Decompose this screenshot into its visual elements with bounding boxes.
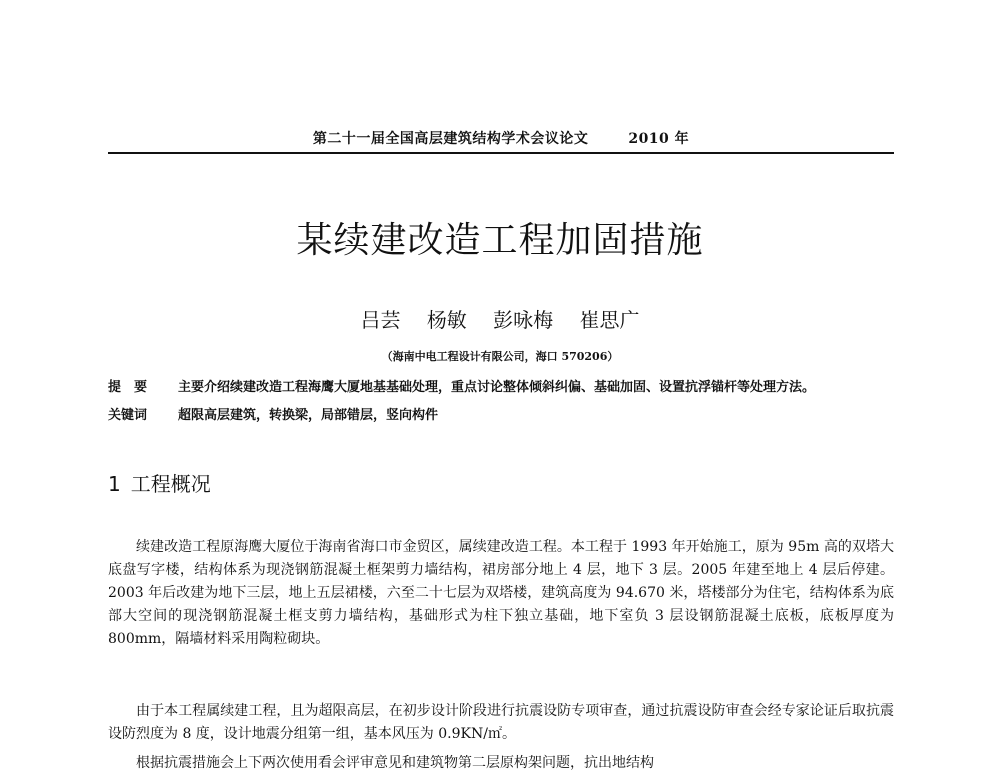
conference-name: 第二十一届全国高层建筑结构学术会议论文 <box>312 131 589 147</box>
keywords-text: 超限高层建筑，转换梁，局部错层，竖向构件 <box>178 408 439 423</box>
abstract-text: 主要介绍续建改造工程海鹰大厦地基基础处理，重点讨论整体倾斜纠偏、基础加固、设置抗浮锚杆等处理方法。 <box>178 380 816 395</box>
section-number: 1 <box>108 472 121 496</box>
running-header <box>108 128 894 148</box>
author: 吕芸 <box>360 308 401 332</box>
header-rule <box>108 152 894 154</box>
author: 崔思广 <box>579 308 640 332</box>
section-heading <box>108 468 211 497</box>
abstract <box>108 376 908 395</box>
keywords <box>108 404 908 423</box>
author: 彭咏梅 <box>493 308 554 332</box>
body-paragraph-cut <box>108 752 894 771</box>
paragraph-text: 由于本工程属续建工程，且为超限高层，在初步设计阶段进行抗震设防专项审查，通过抗震设防审查会经专家论证后取抗震设防烈度为 8 度，设计地震分组第一组，基本风压为 0.9KN/㎡。 <box>108 703 894 742</box>
header-year: 2010 年 <box>628 131 690 147</box>
keywords-label: 关键词 <box>108 408 148 423</box>
author-list <box>0 304 1000 333</box>
section-title: 工程概况 <box>130 472 211 496</box>
abstract-label: 提 要 <box>108 380 148 395</box>
body-paragraph <box>108 700 894 746</box>
paragraph-text: 续建改造工程原海鹰大厦位于海南省海口市金贸区，属续建改造工程。本工程于 1993 年开始施工，原为 95m 高的双塔大底盘写字楼，结构体系为现浇钢筋混凝土框架剪力墙结构，裙房部分地上 4 层，地下 3 层。2005 年建至地上 4 层后停建。2003 年后改建为地下三层，地上五层裙楼，六至二十七层为双塔楼，建筑高度为 94.670 米，塔楼部分为住宅，结构体系为底部大空间的现浇钢筋混凝土框支剪力墙结构，基础形式为柱下独立基础，地下室负 3 层设钢筋混凝土底板，底板厚度为 800mm，隔墙材料采用陶粒砌块。 <box>108 539 894 647</box>
paragraph-text: 根据抗震措施会上下两次使用看会评审意见和建筑物第二层原构架问题，抗出地结构 <box>136 755 654 771</box>
body-paragraph <box>108 536 894 651</box>
paper-title: 某续建改造工程加固措施 <box>296 220 704 261</box>
author: 杨敏 <box>426 308 467 332</box>
affiliation: （海南中电工程设计有限公司，海口 570206） <box>381 350 619 363</box>
